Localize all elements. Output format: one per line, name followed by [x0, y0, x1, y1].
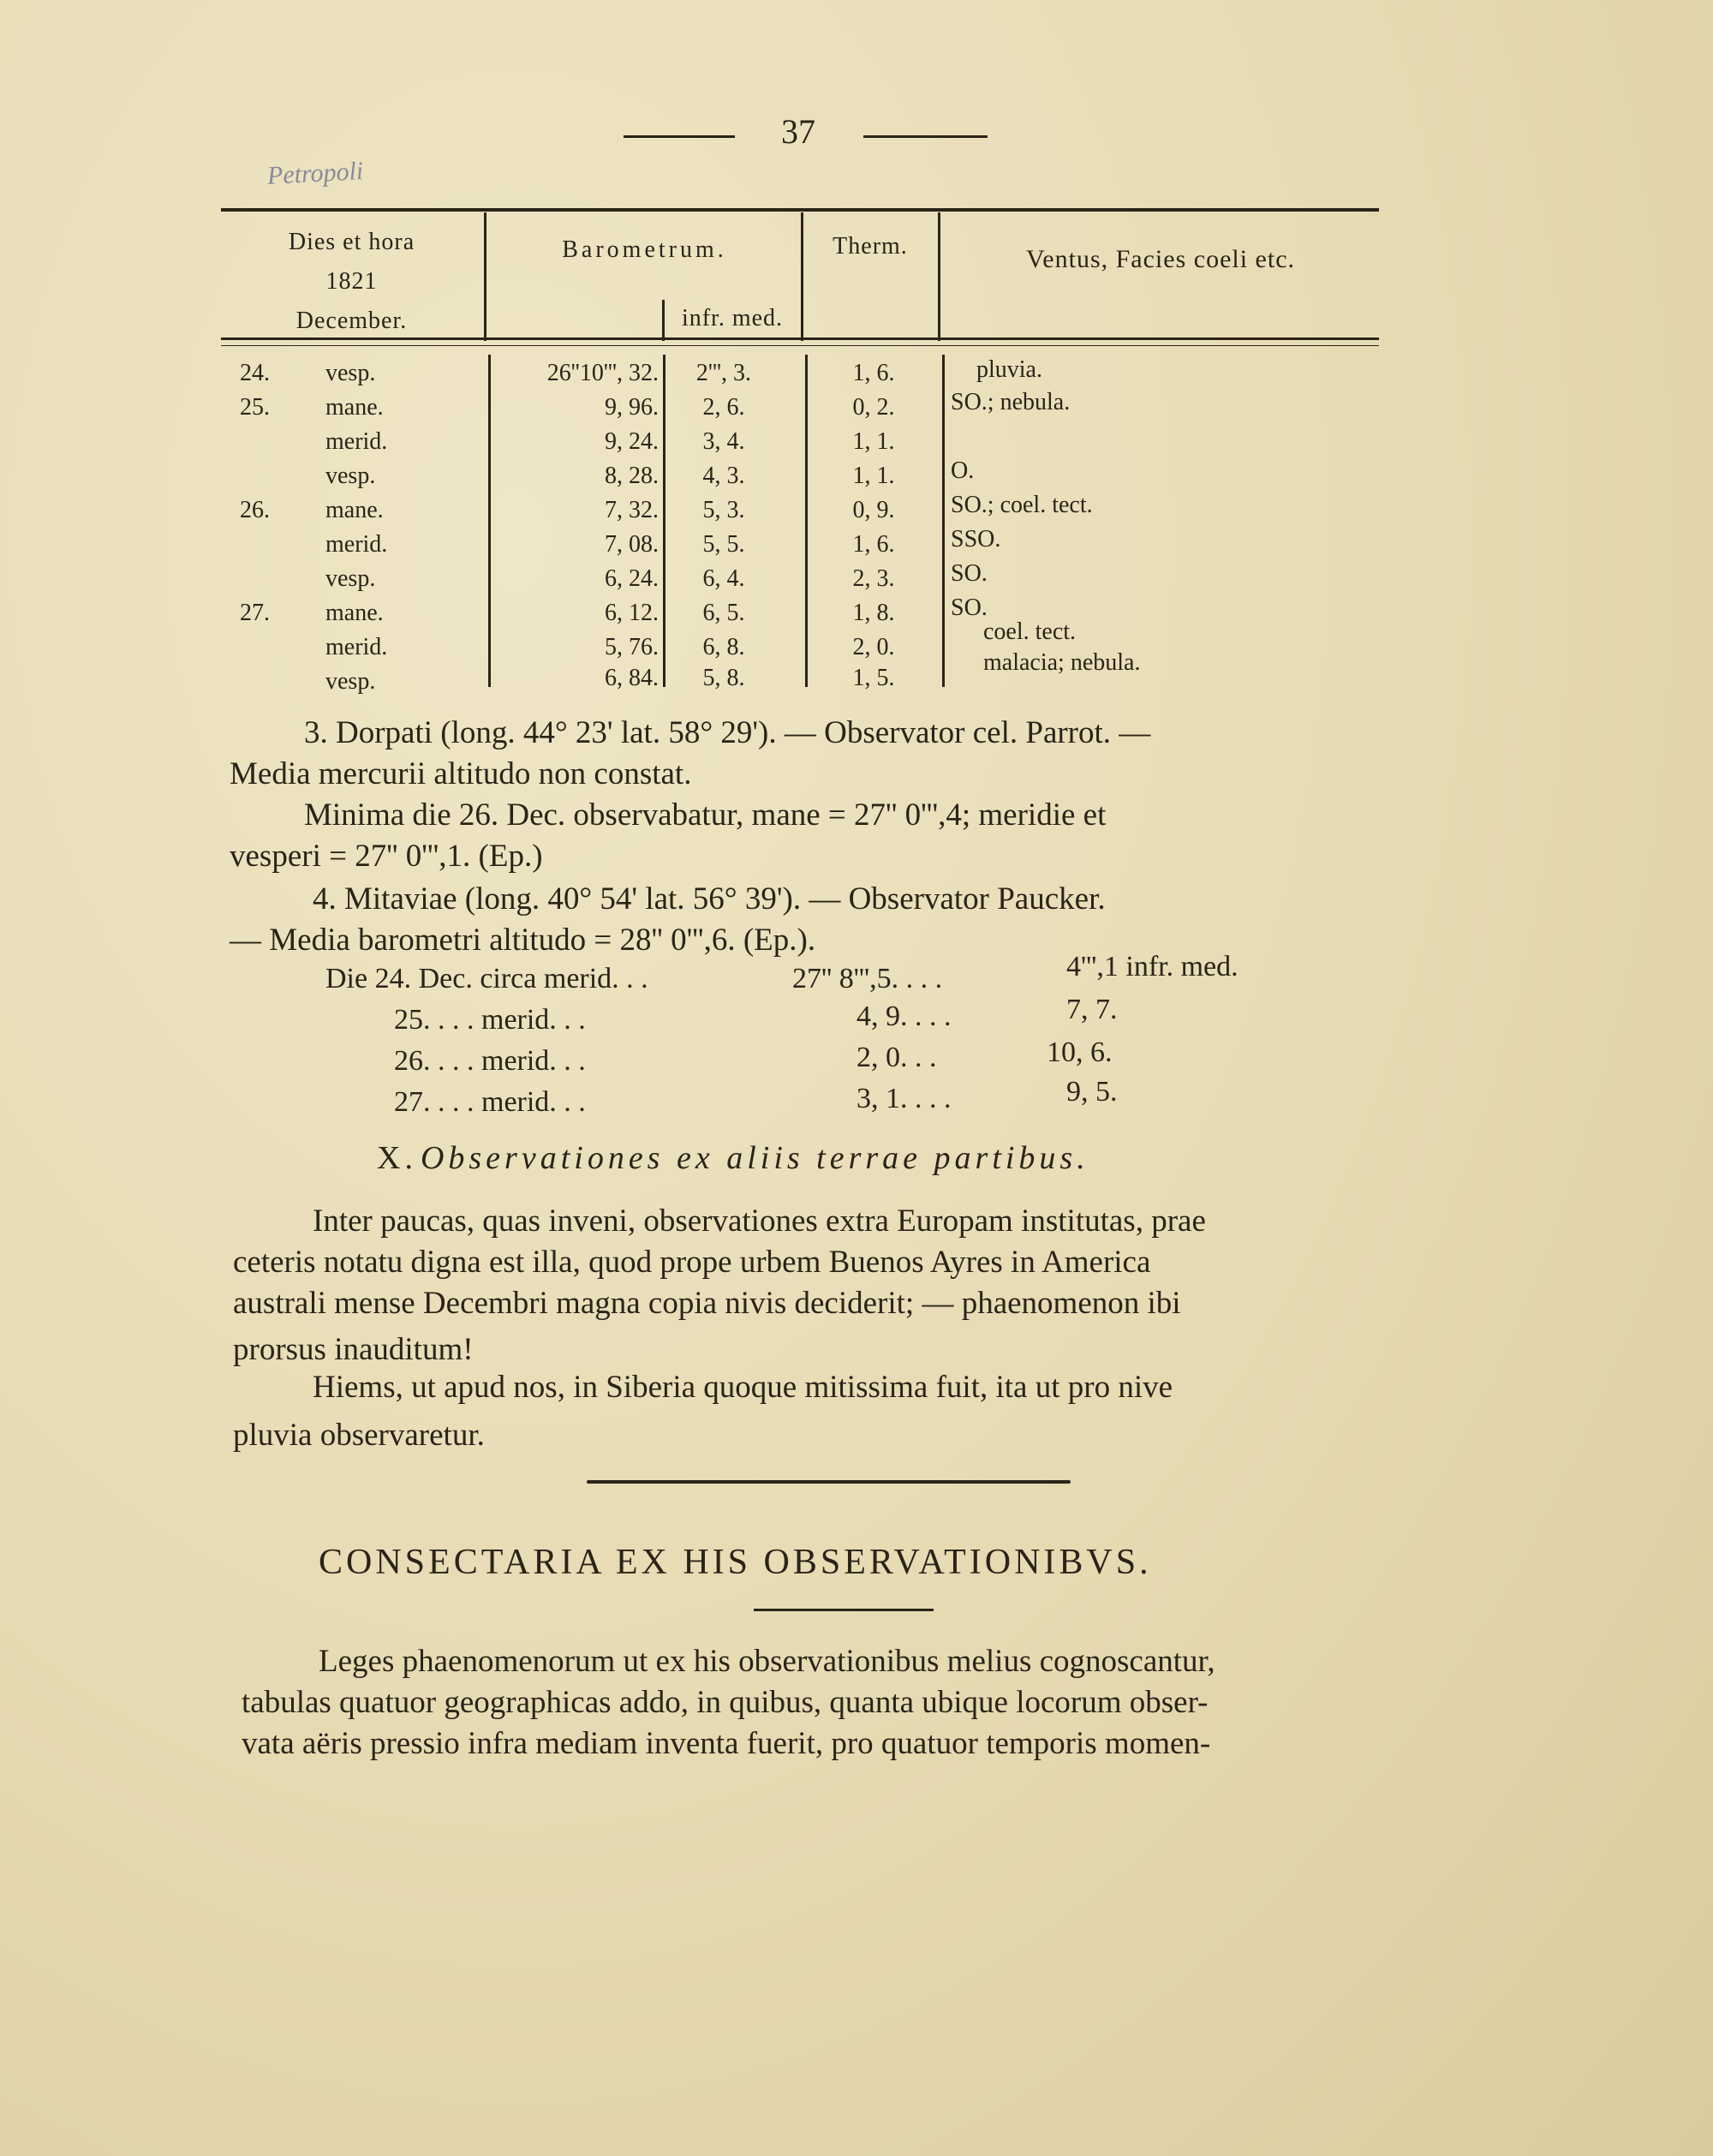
row-therm: 2, 3.: [852, 565, 895, 592]
section-x-line-1: Inter paucas, quas inveni, observationes extra Europam institutas, prae: [313, 1203, 1206, 1239]
dorpat-line-3: Minima die 26. Dec. observabatur, mane = 27'' 0''',4; meridie et: [304, 797, 1107, 833]
consectaria-line-3: vata aëris pressio infra mediam inventa fuerit, pro quatuor temporis momen-: [242, 1726, 1211, 1761]
obs-label: Die 24. Dec. circa merid. . .: [325, 963, 648, 994]
obs-value: 27'' 8''',5. . . .: [792, 963, 943, 994]
consectaria-line-2: tabulas quatuor geographicas addo, in quibus, quanta ubique locorum obser-: [242, 1685, 1209, 1720]
section-divider: [587, 1480, 1071, 1484]
obs-value: 4, 9. . . .: [856, 1000, 952, 1032]
row-ventus: SO.; coel. tect.: [951, 492, 1093, 518]
header-ventus: Ventus, Facies coeli etc.: [1025, 245, 1296, 273]
row-day: 26.: [240, 497, 270, 523]
row-infr: 4, 3.: [702, 463, 745, 489]
row-ventus: SSO.: [951, 526, 1001, 552]
header-dash-left: [624, 135, 735, 138]
row-ventus: malacia; nebula.: [983, 649, 1141, 676]
row-infr: 5, 8.: [702, 665, 745, 691]
header-divider-3: [938, 212, 940, 341]
obs-value: 3, 1. . . .: [856, 1083, 952, 1114]
row-therm: 1, 6.: [852, 531, 895, 558]
row-day: 27.: [240, 600, 270, 626]
row-ventus: coel. tect.: [983, 618, 1077, 645]
row-baro: 9, 96.: [605, 394, 659, 421]
obs-value: 2, 0. . .: [856, 1042, 937, 1073]
header-dash-right: [863, 135, 988, 138]
row-time: merid.: [325, 634, 388, 660]
obs-label: 27. . . . merid. . .: [394, 1086, 586, 1118]
dorpat-line-4: vesperi = 27'' 0''',1. (Ep.): [230, 839, 543, 874]
section-x-heading: [377, 1139, 1089, 1177]
row-therm: 1, 8.: [852, 600, 895, 626]
row-baro: 6, 12.: [605, 600, 659, 626]
row-infr: 5, 5.: [702, 531, 745, 558]
row-time: vesp.: [325, 565, 376, 592]
header-divider-2: [801, 212, 803, 341]
row-ventus: SO.: [951, 560, 988, 587]
row-day: 25.: [240, 394, 270, 421]
mitau-line-1: 4. Mitaviae (long. 40° 54' lat. 56° 39'). — Observator Paucker.: [313, 881, 1106, 917]
row-ventus: O.: [951, 457, 975, 484]
row-baro: 26''10''', 32.: [546, 360, 659, 386]
row-time: vesp.: [325, 463, 376, 489]
header-dies-line2: 1821: [325, 268, 378, 295]
row-baro: 6, 24.: [605, 565, 659, 592]
row-time: mane.: [325, 600, 384, 626]
row-infr: 2, 6.: [702, 394, 745, 421]
obs-infr: 9, 5.: [1066, 1076, 1118, 1108]
row-time: mane.: [325, 394, 384, 421]
section-x-title: Observationes ex aliis terrae partibus.: [420, 1140, 1089, 1176]
section-x-line-3: australi mense Decembri magna copia nivis deciderit; — phaenomenon ibi: [233, 1286, 1181, 1321]
header-divider-infr: [662, 300, 665, 341]
section-x-numeral: X.: [377, 1140, 417, 1176]
row-therm: 1, 6.: [852, 360, 895, 386]
row-infr: 2''', 3.: [695, 360, 752, 386]
row-therm: 1, 5.: [852, 665, 895, 691]
row-time: merid.: [325, 531, 388, 558]
dorpat-line-1: 3. Dorpati (long. 44° 23' lat. 58° 29'). — Observator cel. Parrot. —: [304, 715, 1151, 750]
row-baro: 9, 24.: [605, 428, 659, 455]
header-infr-med: infr. med.: [681, 305, 784, 331]
consectaria-underline: [754, 1609, 934, 1611]
row-baro: 7, 08.: [605, 531, 659, 558]
row-therm: 0, 9.: [852, 497, 895, 523]
row-therm: 1, 1.: [852, 463, 895, 489]
header-dies-line1: Dies et hora: [288, 229, 415, 255]
mitau-line-2: — Media barometri altitudo = 28'' 0''',6. (Ep.).: [230, 923, 816, 958]
row-ventus: pluvia.: [976, 356, 1042, 383]
row-baro: 7, 32.: [605, 497, 659, 523]
body-divider-2: [663, 355, 666, 687]
row-therm: 2, 0.: [852, 634, 895, 660]
page-number: 37: [781, 112, 815, 151]
row-therm: 0, 2.: [852, 394, 895, 421]
row-day: 24.: [240, 360, 270, 386]
row-baro: 8, 28.: [605, 463, 659, 489]
obs-infr: 10, 6.: [1047, 1036, 1113, 1068]
obs-infr: 4''',1 infr. med.: [1066, 951, 1238, 982]
header-dies-line3: December.: [295, 308, 408, 334]
header-dies: [221, 223, 482, 341]
table-top-rule: [221, 208, 1379, 212]
section-x-line-5: Hiems, ut apud nos, in Siberia quoque mitissima fuit, ita ut pro nive: [313, 1370, 1173, 1405]
header-divider-1: [484, 212, 486, 341]
obs-label: 26. . . . merid. . .: [394, 1045, 586, 1077]
header-therm: Therm.: [833, 233, 908, 260]
row-infr: 5, 3.: [702, 497, 745, 523]
row-baro: 6, 84.: [605, 665, 659, 691]
body-divider-3: [805, 355, 808, 687]
row-therm: 1, 1.: [852, 428, 895, 455]
body-divider-1: [488, 355, 491, 687]
row-infr: 6, 4.: [702, 565, 745, 592]
row-time: vesp.: [325, 360, 376, 386]
row-infr: 3, 4.: [702, 428, 745, 455]
row-ventus: SO.: [951, 594, 988, 621]
obs-label: 25. . . . merid. . .: [394, 1004, 586, 1036]
consectaria-heading: CONSECTARIA EX HIS OBSERVATIONIBVS.: [319, 1543, 1152, 1582]
row-time: merid.: [325, 428, 388, 455]
dorpat-line-2: Media mercurii altitudo non constat.: [230, 756, 692, 791]
table-header-rule-thin: [221, 345, 1379, 346]
section-x-line-2: ceteris notatu digna est illa, quod prope urbem Buenos Ayres in America: [233, 1245, 1151, 1280]
body-divider-4: [942, 355, 945, 687]
row-time: vesp.: [325, 668, 376, 695]
row-ventus: SO.; nebula.: [951, 389, 1071, 415]
section-x-line-6: pluvia observaretur.: [233, 1418, 485, 1453]
consectaria-line-1: Leges phaenomenorum ut ex his observationibus melius cognoscantur,: [319, 1644, 1215, 1679]
row-time: mane.: [325, 497, 384, 523]
section-x-line-4: prorsus inauditum!: [233, 1332, 474, 1367]
header-barometrum: Barometrum.: [562, 236, 727, 263]
row-infr: 6, 5.: [702, 600, 745, 626]
margin-note: Petropoli: [266, 157, 364, 190]
obs-infr: 7, 7.: [1066, 994, 1118, 1025]
row-infr: 6, 8.: [702, 634, 745, 660]
row-baro: 5, 76.: [605, 634, 659, 660]
